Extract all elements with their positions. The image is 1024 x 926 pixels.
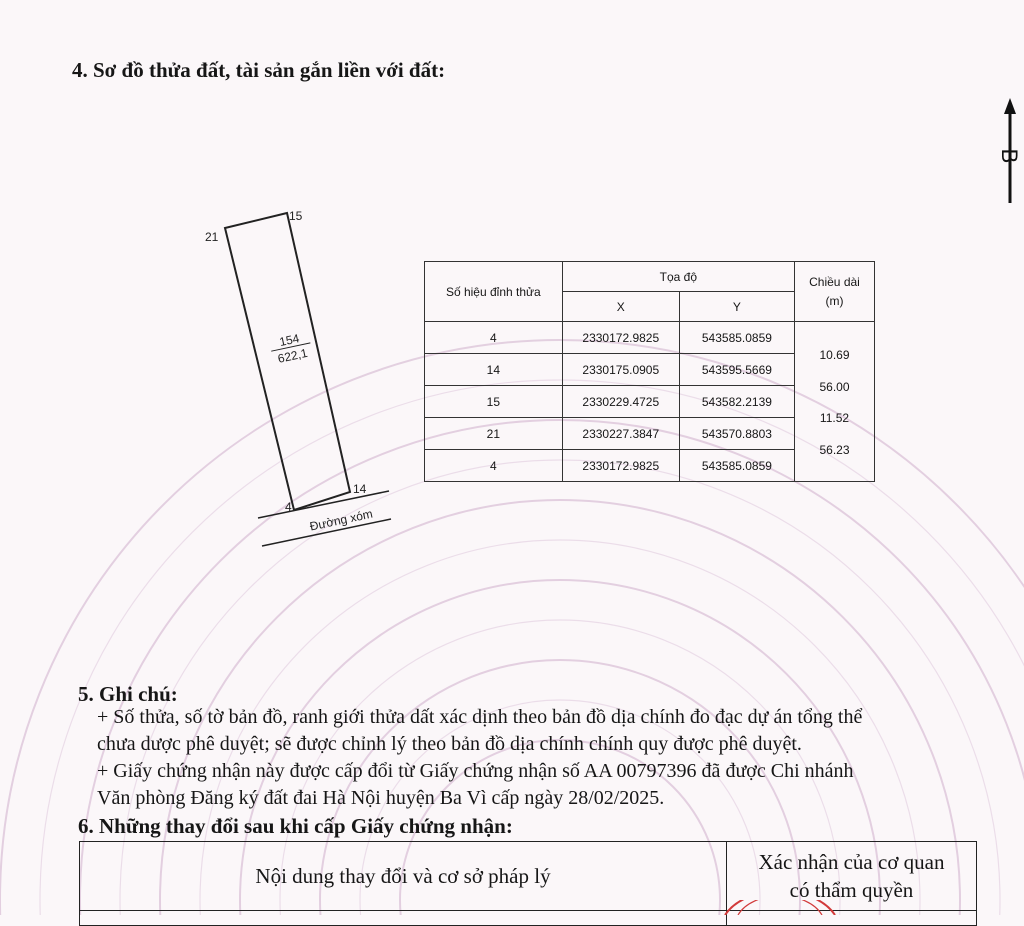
header-length [794, 262, 874, 322]
note-line-1: + Số thửa, số tờ bản đồ, ranh giới thửa dất xác dịnh theo bản đồ dịa chính đo đạc dự án tổng thể [97, 706, 863, 728]
confirmation-line-1: Xác nhận của cơ quan [758, 850, 945, 874]
y-cell: 543570.8803 [679, 418, 794, 450]
note-line-3: + Giấy chứng nhận này được cấp đổi từ Giấy chứng nhận số AA 00797396 đã được Chi nhánh [97, 760, 854, 782]
length-value: 10.69 [819, 348, 850, 362]
corner-label-15: 15 [289, 209, 303, 223]
point-cell: 4 [425, 450, 563, 482]
confirmation-line-2: có thẩm quyền [789, 878, 914, 902]
red-stamp [720, 900, 840, 915]
point-cell: 14 [425, 354, 563, 386]
lengths-cell [794, 322, 874, 482]
header-coords: Tọa độ [562, 262, 794, 292]
corner-label-21: 21 [205, 230, 219, 244]
x-cell: 2330229.4725 [562, 386, 679, 418]
road-label: Đường xóm [308, 506, 374, 534]
header-x: X [562, 292, 679, 322]
corner-label-4: 4 [285, 500, 292, 514]
north-label: B [997, 148, 1022, 164]
y-cell: 543585.0859 [679, 322, 794, 354]
section-5-heading: 5. Ghi chú: [78, 682, 178, 706]
header-length-label: Chiều dài [809, 274, 860, 289]
parcel-area: 622,1 [276, 345, 309, 366]
parcel-number: 154 [278, 331, 301, 350]
note-line-4: Văn phòng Đăng ký đất đai Hà Nội huyện Ba Vì cấp ngày 28/02/2025. [97, 787, 665, 809]
section-6-heading: 6. Những thay đổi sau khi cấp Giấy chứng nhận: [78, 814, 513, 838]
point-cell: 4 [425, 322, 563, 354]
x-cell: 2330172.9825 [562, 322, 679, 354]
changes-table [79, 841, 977, 926]
point-cell: 15 [425, 386, 563, 418]
header-y: Y [679, 292, 794, 322]
north-arrow-icon [996, 98, 1024, 208]
length-value: 56.23 [819, 442, 850, 457]
length-value: 11.52 [819, 411, 850, 425]
coordinate-table [424, 261, 875, 482]
y-cell: 543582.2139 [679, 386, 794, 418]
corner-label-14: 14 [353, 482, 367, 496]
header-length-unit: (m) [825, 293, 844, 308]
section-4-heading: 4. Sơ đồ thửa đất, tài sản gắn liền với đất: [72, 58, 446, 82]
x-cell: 2330175.0905 [562, 354, 679, 386]
y-cell: 543585.0859 [679, 450, 794, 482]
note-line-2: chưa dược phê duyệt; sẽ được chỉnh lý theo bản đồ dịa chính chính quy được phê duyệt. [97, 733, 802, 755]
point-cell: 21 [425, 418, 563, 450]
y-cell: 543595.5669 [679, 354, 794, 386]
changes-content-header: Nội dung thay đổi và cơ sở pháp lý [80, 842, 727, 911]
changes-empty-cell [80, 911, 727, 926]
length-value: 56.00 [819, 379, 850, 394]
table-row [425, 322, 875, 354]
header-point: Số hiệu đỉnh thửa [425, 262, 563, 322]
x-cell: 2330172.9825 [562, 450, 679, 482]
x-cell: 2330227.3847 [562, 418, 679, 450]
